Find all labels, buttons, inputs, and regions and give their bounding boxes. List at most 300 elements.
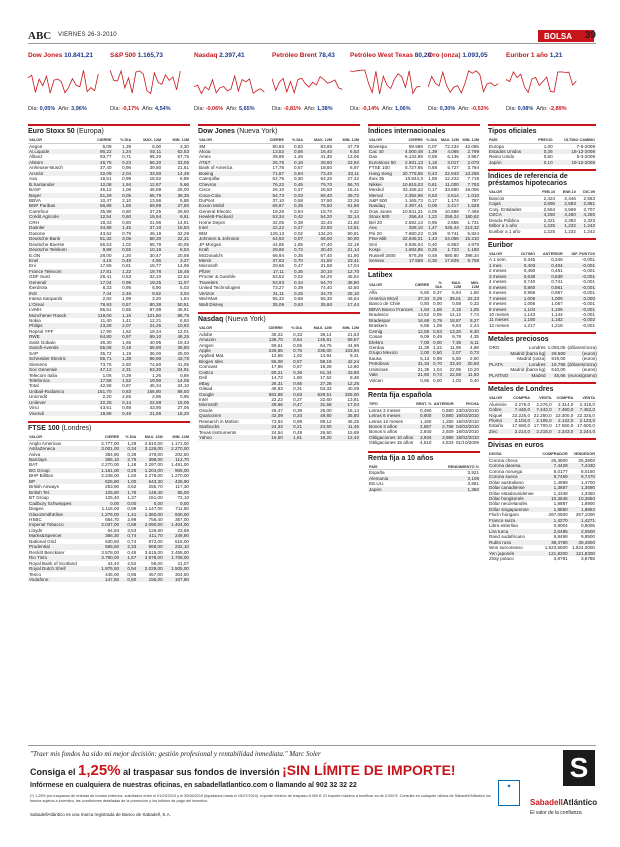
table-cell: Dólar canadiense — [488, 485, 539, 490]
table-cell: 17,52 — [320, 375, 332, 381]
bank-logo-icon: S — [563, 750, 595, 786]
table-cell: 2,657 — [415, 424, 433, 429]
tipos-table — [488, 137, 596, 165]
page-number: 39 — [584, 30, 596, 41]
table-cell: 10.841,21 — [402, 208, 423, 214]
table-cell: Dólar hongkonés — [488, 496, 539, 501]
table-cell: Unibail-Rodamco — [28, 389, 88, 394]
table-cell: 7.460,0 — [553, 407, 575, 412]
table-cell: 398,34 — [464, 252, 479, 258]
table-cell: 0,03 — [285, 193, 304, 198]
table-cell: 29,66 — [272, 263, 285, 269]
table-cell: 88,50 — [162, 389, 190, 394]
table-cell: BG Group — [28, 468, 94, 473]
column-header: DIVISA — [488, 451, 539, 457]
eurostoxx-table — [28, 137, 190, 416]
table-cell: 9,8500 — [580, 534, 595, 540]
table-cell: -0,001 — [581, 322, 595, 328]
table-cell: 0,55 — [293, 342, 303, 348]
table-cell: 12,08 — [88, 182, 113, 187]
euribor-table — [488, 251, 596, 328]
table-cell: 2.244,0 — [574, 429, 596, 434]
internacionales-table — [368, 137, 480, 263]
table-cell: 12,87 — [132, 182, 162, 187]
table-cell: 0,55 — [113, 247, 133, 252]
column-header: % DIA — [285, 137, 304, 143]
table-cell: 5,09 — [102, 143, 112, 149]
index-name-value: S&P 500 1.165,73 — [110, 52, 164, 59]
table-cell: 6.935,04 — [405, 241, 423, 247]
table-cell: 58,00 — [151, 560, 163, 566]
table-cell: 4 meses — [489, 279, 507, 285]
table-cell: 0,50 — [420, 301, 430, 307]
table-cell: 1,06 — [122, 187, 132, 193]
table-cell: 18,26 — [272, 208, 285, 214]
table-cell: 0,49 — [113, 258, 133, 263]
table-cell: 0,29 — [430, 296, 443, 301]
table-cell: 1.731 — [467, 219, 479, 225]
table-cell: 25,00 — [177, 187, 189, 193]
table-cell: 0,27 — [294, 187, 303, 193]
table-cell: 2,768 — [432, 424, 454, 429]
table-cell: 1,18 — [424, 160, 438, 165]
column-header: VENDEDOR — [569, 451, 596, 457]
table-cell: 565,50 — [94, 544, 120, 549]
table-cell: 54,73 — [261, 193, 285, 198]
table-cell: 398,00 — [137, 457, 163, 462]
table-cell: 6,97 — [350, 165, 359, 171]
table-cell: 40,05 — [177, 241, 189, 247]
table-cell: 58,30 — [132, 236, 162, 241]
table-cell: 259,24 — [438, 214, 460, 219]
table-cell: 74,40 — [320, 285, 333, 291]
table-cell: Letras 6 meses — [368, 413, 415, 418]
table-cell: 7.462,0 — [574, 407, 596, 412]
table-cell: AT&T — [198, 160, 261, 165]
table-cell: 62,53 — [162, 149, 190, 154]
column-header: ÚLTIMO — [516, 251, 537, 257]
table-cell: 2.037,00 — [94, 522, 120, 527]
table-row — [368, 487, 480, 492]
table-cell: 37,90 — [320, 198, 333, 204]
table-cell: 5,88 — [180, 198, 189, 204]
table-cell: 5,86 — [420, 323, 430, 329]
table-cell: 2.799 — [460, 149, 480, 154]
table-cell: 41,30 — [320, 154, 333, 160]
table-cell: 0,39 — [293, 407, 303, 413]
metalespre-table — [488, 345, 598, 378]
rentafija-table — [368, 401, 480, 446]
table-cell: 2,82 — [102, 296, 112, 302]
table-cell: 2.133,0 — [574, 418, 596, 423]
table-cell: 0,639 — [536, 274, 564, 279]
table-cell: 56,30 — [320, 296, 333, 302]
table-cell: 2,79 — [120, 457, 137, 462]
tipos-title: Tipos oficiales — [488, 124, 596, 135]
table-cell: 2,321 — [543, 217, 556, 223]
table-cell: 1,217 — [523, 322, 536, 328]
index-sparkline — [272, 62, 346, 102]
table-cell: Deutsche Boerse — [29, 241, 65, 247]
table-cell: 33,40 — [443, 361, 462, 366]
table-cell: 1,02 — [293, 353, 303, 359]
table-cell: 117,30 — [175, 484, 189, 490]
table-cell: 0,65 — [284, 381, 303, 386]
table-cell: 5,94 — [452, 290, 462, 296]
table-cell: 0,95 — [180, 394, 189, 400]
table-row — [488, 229, 596, 234]
column-header: MAX. 12M — [438, 137, 460, 143]
table-cell: British Tel. — [28, 490, 94, 495]
table-cell: 0,74 — [127, 538, 137, 544]
table-cell: 66,87 — [261, 203, 285, 208]
table-cell: 1.174 — [447, 198, 459, 204]
table-cell: (dólares/onza) — [567, 345, 597, 351]
table-cell: 1.276,00 — [94, 512, 120, 517]
table-cell: 202,50 — [174, 451, 189, 457]
column-header: MAX. 12M — [443, 281, 462, 290]
table-cell: 13,20 — [443, 329, 462, 334]
table-cell: 17,04 — [88, 280, 113, 285]
table-cell: 2.315,0 — [579, 401, 595, 407]
table-cell: United Technologies — [199, 285, 241, 291]
table-cell: 92,11 — [132, 149, 162, 154]
column-header: TIPO — [368, 401, 415, 407]
table-cell: 2.090,00 — [137, 522, 163, 527]
table-cell: 1.180 — [460, 247, 480, 252]
table-cell: 14,72 — [271, 375, 283, 381]
table-cell: Cemig — [368, 329, 414, 334]
table-cell: Alemania — [368, 476, 412, 481]
table-cell: Volcan — [369, 377, 383, 383]
table-row — [488, 429, 596, 434]
table-cell: 8,89 — [180, 176, 189, 182]
table-cell: Biogen Idec — [198, 359, 260, 364]
table-cell: BT Group — [29, 495, 49, 501]
table-cell: 121,8200 — [539, 551, 569, 556]
table-cell: 1,360 — [412, 487, 480, 492]
table-cell: 6 meses — [489, 290, 507, 296]
table-cell: 55,32 — [272, 296, 285, 302]
table-cell: 2,929 — [442, 429, 454, 435]
table-cell: 0,65 — [122, 307, 132, 313]
table-cell: 17,58 — [88, 378, 113, 383]
table-cell: 85,51 — [100, 307, 112, 313]
table-cell: B.Santander — [28, 182, 88, 187]
table-cell: España — [369, 470, 385, 476]
column-header: ÚLTIMO CAMBIO — [554, 137, 596, 143]
table-cell: America Movil — [368, 296, 414, 301]
table-cell: 3.578,00 — [101, 549, 120, 555]
table-cell: Apple — [198, 348, 260, 353]
table-cell: 61,86 — [333, 203, 360, 208]
table-cell: Texas Instruments — [199, 429, 237, 435]
table-cell: 4,88 — [470, 345, 479, 350]
table-cell: Smi — [369, 241, 377, 247]
table-cell: 625,80 — [94, 479, 120, 484]
table-cell: 17,78 — [272, 165, 285, 171]
table-cell: Cobre — [488, 407, 509, 412]
table-cell: 76,50 — [304, 203, 333, 208]
table-cell: 6,53 — [333, 149, 360, 154]
table-cell: 2,86 — [152, 394, 162, 400]
table-cell: GlaxoSmithKline — [28, 512, 94, 517]
table-cell: Cajas — [488, 201, 536, 206]
table-cell: 73,54 — [271, 418, 283, 424]
table-cell: 2.931,13 — [399, 160, 423, 165]
table-cell: HSBC — [29, 517, 42, 522]
table-cell: Aex — [368, 225, 399, 230]
table-cell: 1,39 — [424, 149, 438, 154]
table-cell: 0,9004 — [553, 523, 568, 529]
table-cell: 2.455,00 — [171, 549, 189, 555]
table-cell: 39,01 — [443, 296, 462, 301]
table-cell: Dólar singapurense — [488, 507, 539, 512]
table-cell: 0,35 — [428, 230, 438, 236]
table-cell: 22.943 — [438, 171, 460, 176]
column-header: COMPRA — [509, 395, 531, 401]
table-cell: 2,00 — [414, 350, 430, 355]
table-cell: BBVA — [29, 198, 41, 204]
table-cell: 2.070 — [460, 160, 480, 165]
ad-contact: Infórmese en cualquiera de nuestras oficinas, en sabadellatlantico.com o llamando al 902 32 32 22 — [30, 782, 357, 789]
table-cell: Yahoo — [198, 435, 260, 440]
table-cell: 56,70 — [333, 182, 360, 187]
table-cell: 36,35 — [162, 193, 190, 198]
table-cell: 19,90 — [132, 378, 162, 383]
table-cell: 2.297,00 — [144, 462, 163, 468]
table-cell: 213,32 — [460, 225, 480, 230]
table-cell: Itausa — [369, 355, 382, 361]
table-cell: 1,45 — [113, 225, 133, 230]
table-cell: 0,861 — [536, 285, 564, 290]
column-header: % DIA — [284, 325, 303, 331]
table-cell: 1,00 — [120, 479, 137, 484]
table-cell: 6,63 — [452, 323, 462, 329]
table-cell: 80,93 — [272, 143, 285, 149]
table-cell: Danone — [29, 230, 46, 236]
table-cell: 0,79 — [430, 318, 443, 323]
table-cell: 26,60 — [177, 208, 189, 214]
table-cell: 90,81 — [347, 230, 359, 236]
table-cell: 21,63 — [347, 331, 359, 337]
table-cell: JP Morgan — [199, 241, 222, 247]
column-3 — [368, 124, 480, 492]
table-cell: 7,74 — [470, 312, 479, 318]
table-cell: 7-5-2009 — [576, 143, 595, 149]
table-cell: Vale — [368, 372, 414, 377]
table-cell: 50,51 — [162, 302, 190, 307]
table-cell: Braskem — [369, 323, 388, 329]
table-cell: Applied Mat. — [199, 353, 225, 359]
table-cell: 1,143 — [523, 312, 536, 318]
column-header: MAX. 12M — [304, 137, 333, 143]
page-header — [28, 30, 596, 44]
table-cell: 0,37 — [432, 290, 442, 296]
divisas-table — [488, 451, 596, 561]
table-cell: GDF Suez — [29, 274, 51, 280]
table-cell: 166,90 — [132, 389, 162, 394]
table-cell: 2,554 — [543, 206, 556, 212]
table-cell: 1,19 — [122, 350, 132, 356]
table-cell: 2.132,0 — [553, 418, 575, 423]
table-cell: Conj. Entidades — [489, 206, 522, 212]
table-cell: 149,40 — [137, 490, 163, 495]
table-cell: 1,94 — [414, 307, 430, 312]
prestamos-title: Índices de referencia de préstamos hipotecarios — [488, 169, 596, 187]
table-cell: 0,30 — [294, 176, 303, 182]
table-cell: 10.844,3 — [405, 176, 423, 182]
table-cell: 0,480 — [523, 268, 536, 274]
table-cell: 22,95 — [449, 366, 462, 372]
table-cell: 66,94 — [272, 252, 285, 258]
table-cell: 0,54 — [294, 208, 303, 214]
table-cell: Lira turca — [488, 529, 539, 534]
table-cell: 35,98 — [100, 208, 112, 214]
table-cell: 10,3645 — [539, 496, 569, 501]
metalesl-title: Metales de Londres — [488, 382, 596, 393]
table-cell: 9,8498 — [553, 534, 568, 540]
index-change: Día: -0,81% Año: 1,38% — [272, 106, 333, 112]
table-cell: 62,76 — [272, 176, 285, 182]
table-cell: 32,40 — [320, 219, 333, 225]
column-header: MIN. 12M — [333, 325, 360, 331]
table-cell: 112,70 — [164, 457, 190, 462]
bank-slogan: El valor de la confianza — [530, 810, 582, 816]
table-cell: 0,33 — [470, 301, 479, 307]
table-cell: 23,41 — [333, 258, 360, 263]
table-cell: 1,78 — [120, 490, 137, 495]
table-cell: Unicredit — [29, 394, 48, 400]
column-header: VALOR — [488, 395, 509, 401]
rentafija10-table — [368, 464, 480, 492]
table-cell: Imperial Tobacco — [28, 522, 94, 527]
table-cell: 1,22 — [113, 269, 133, 274]
table-cell: 1,3690 — [569, 485, 596, 490]
table-cell: 1,4700 — [580, 479, 595, 485]
table-cell: 12,21 — [149, 318, 162, 323]
table-cell: Microsoft — [198, 402, 260, 407]
index-sparkline — [194, 62, 268, 102]
table-cell: Obligaciones 10 años — [369, 434, 414, 440]
table-cell: 34,10 — [177, 383, 189, 389]
table-cell: 17,66 — [100, 263, 112, 269]
table-cell: 0,68 — [122, 405, 132, 411]
table-cell: -0,001 — [581, 312, 595, 318]
table-cell: (dólares/onza) — [567, 361, 597, 367]
table-cell: 42,09 — [260, 413, 284, 418]
table-cell: 255,70 — [148, 484, 163, 490]
table-cell: 2,569 — [564, 206, 576, 212]
table-cell: Walt Disney — [198, 302, 261, 307]
table-cell: 256,44 — [399, 214, 423, 219]
table-cell: 58,19 — [303, 359, 333, 364]
table-cell: Cac 40 — [368, 149, 399, 154]
table-cell: Gilead — [199, 386, 213, 392]
table-cell: Madrid (barra kg) — [510, 350, 546, 356]
table-cell: 11.000 — [438, 182, 460, 187]
ad-trademark: SabadellAtlántico es una marca registrada de Banco de Sabadell, S.A. — [30, 812, 171, 817]
table-cell: 3 meses — [488, 274, 516, 279]
table-cell: Bel 20 — [369, 219, 383, 225]
table-cell: 5 meses — [488, 285, 516, 290]
table-cell: 12,55 — [414, 329, 430, 334]
metalesl-table — [488, 395, 596, 434]
index-name-value: Petróleo Brent 78,43 — [272, 52, 335, 59]
table-cell: 19.006 — [464, 187, 479, 193]
table-cell: 510,00 — [551, 367, 566, 373]
table-cell: 56,08 — [260, 359, 284, 364]
table-cell: 22,19 — [347, 241, 359, 247]
table-row — [368, 258, 480, 263]
table-cell: Deutsche Telekom — [28, 247, 88, 252]
table-cell: 32,10 — [149, 274, 162, 280]
table-cell: 0,96 — [122, 165, 132, 171]
table-cell: 0,76 — [284, 348, 303, 353]
table-cell: 919,00 — [551, 356, 566, 362]
table-cell: 4.000,48 — [399, 149, 423, 154]
table-cell: Letras 3 meses — [369, 407, 401, 413]
table-cell: 151,00 — [148, 495, 163, 501]
table-cell: 19,78 — [132, 269, 162, 274]
table-cell: 2.417 — [438, 203, 460, 208]
table-cell: 31,58 — [320, 263, 333, 269]
table-cell: 64,92 — [261, 236, 285, 241]
table-cell: 235,00 — [303, 348, 333, 353]
table-cell: National Grid — [29, 538, 56, 544]
table-cell: 72.234 — [444, 143, 459, 149]
table-cell: 0,68 — [428, 165, 438, 171]
column-header: MIN. 12M — [164, 434, 190, 440]
table-cell: 0,53 — [424, 193, 438, 198]
table-cell: 64,76 — [320, 342, 332, 348]
table-cell: 56,88 — [88, 203, 113, 208]
table-cell: 136,70 — [260, 337, 284, 342]
table-cell: 0,956 — [523, 290, 536, 296]
bank-name: SabadellAtlántico — [530, 798, 598, 807]
table-cell: Diageo — [29, 506, 44, 512]
column-header: MAX. 12M — [132, 137, 162, 143]
table-cell: France Telecom — [28, 269, 88, 274]
table-cell: 1,4270 — [539, 518, 569, 523]
table-cell: 9.708 — [460, 258, 480, 263]
table-cell: Estados Unidos — [488, 149, 532, 154]
table-cell: 14,12 — [449, 312, 462, 318]
table-cell: 515,00 — [174, 538, 189, 544]
table-cell: 7,44 — [88, 291, 113, 296]
table-cell: 5.727,65 — [405, 165, 423, 171]
table-cell: 672,00 — [148, 538, 163, 544]
table-cell: 2.214,0 — [509, 429, 531, 434]
table-cell: 27,60 — [162, 203, 190, 208]
table-cell: Saint Gobain — [29, 339, 56, 345]
table-cell: 1.165,73 — [405, 198, 423, 204]
table-cell: Florín húngaro — [489, 512, 519, 518]
table-cell: 0,39 — [127, 451, 137, 457]
table-cell: 0,58 — [294, 198, 303, 204]
table-cell: 39,95 — [272, 154, 285, 160]
table-cell: 1,41 — [120, 512, 137, 517]
table-cell: 13,56 — [149, 198, 162, 204]
table-cell: 226,65 — [260, 348, 284, 353]
table-cell: 1 mes — [488, 263, 516, 268]
table-cell: 0,80 — [122, 208, 132, 214]
column-1 — [28, 124, 190, 582]
table-cell: 9 meses — [488, 307, 516, 312]
table-cell: 21,96 — [149, 219, 162, 225]
table-cell: 0,490 — [419, 407, 432, 413]
table-cell: 1,24 — [113, 149, 133, 154]
